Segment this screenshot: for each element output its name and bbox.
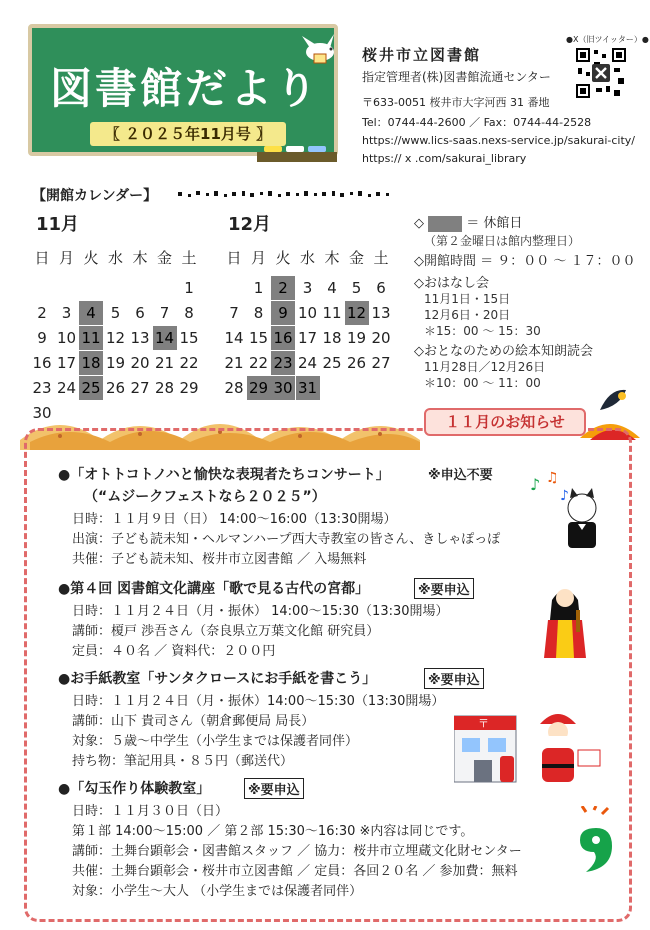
weekday-header: 日 — [226, 249, 242, 267]
calendar-day: 13 — [130, 329, 150, 347]
calendar-day: 28 — [154, 379, 175, 397]
calendar-day-closed: 9 — [271, 301, 295, 325]
calendar-day: 22 — [179, 354, 199, 372]
calendar-day: 23 — [32, 379, 52, 397]
calendar-day: 1 — [184, 279, 194, 297]
storytime-time: ＊15：00 ～ 15：30 — [424, 324, 541, 338]
website-link[interactable]: https://www.lics-saas.nexs-service.jp/sakurai-city/ — [362, 134, 636, 147]
dove-icon — [300, 32, 340, 66]
event-1-line-1: 日時：１１月９日（日） 14:00～16:00（13:30開場） — [72, 512, 397, 527]
calendar-day: 17 — [56, 354, 77, 372]
event-1-line-3: 共催：子ども読未知、桜井市立図書館 ／ 入場無料 — [72, 552, 367, 567]
calendar-day: 3 — [302, 279, 313, 297]
notice-tab: １１月のお知らせ — [424, 408, 586, 436]
svg-text:♪: ♪ — [530, 475, 541, 494]
weekday-header: 月 — [58, 249, 74, 267]
weekday-header: 月 — [250, 249, 266, 267]
chalk-icon — [308, 146, 326, 152]
calendar-day: 8 — [253, 304, 264, 322]
calendar-day-closed: 12 — [345, 301, 369, 325]
event-4-title: ●「勾玉作り体験教室」 — [58, 781, 211, 797]
calendar-day: 7 — [159, 304, 170, 322]
event-2-title: ●第４回 図書館文化講座「歌で見る古代の宮都」 — [58, 581, 370, 597]
calendar-day: 28 — [224, 379, 244, 397]
event-3-tag: ※要申込 — [424, 668, 484, 689]
event-4-tag: ※要申込 — [244, 778, 304, 799]
weekday-header: 火 — [83, 249, 99, 267]
calendar-day: 24 — [56, 379, 77, 397]
event-2-line-1: 日時：１１月２４日（月・振休） 14:00～15:30（13:30開場） — [72, 604, 449, 619]
calendar-day: 5 — [110, 304, 121, 322]
chalk-tray — [257, 152, 337, 162]
event-3-line-3: 対象：５歳～中学生（小学生までは保護者同伴） — [72, 734, 359, 749]
calendar-day: 10 — [56, 329, 77, 347]
event-4-line-1: 日時：１１月３０日（日） — [72, 804, 229, 819]
event-2-line-3: 定員：４０名 ／ 資料代：２００円 — [72, 644, 276, 659]
calendar-day: 25 — [322, 354, 342, 372]
calendar-day: 26 — [105, 379, 126, 397]
calendar-day: 26 — [346, 354, 367, 372]
chalk-icon — [264, 146, 282, 152]
qr-label: ●X（旧ツイッター）● — [566, 35, 649, 44]
calendar-day: 12 — [105, 329, 126, 347]
adult-reading-dates: 11月28日／12月26日 — [424, 360, 546, 374]
calendar-day: 19 — [105, 354, 126, 372]
legend-note: （第２金曜日は館内整理日） — [424, 234, 581, 248]
november-label: 11月 — [36, 214, 80, 235]
calendar-day-closed: 23 — [271, 351, 295, 375]
weekday-header: 木 — [132, 249, 148, 267]
weekday-header: 水 — [299, 249, 315, 267]
calendar-day: 20 — [130, 354, 150, 372]
weekday-header: 土 — [181, 249, 197, 267]
calendar-day-closed: 25 — [79, 376, 103, 400]
calendar-day: 15 — [248, 329, 269, 347]
december-calendar — [222, 246, 398, 396]
weekday-header: 土 — [373, 249, 389, 267]
sns-link[interactable]: https:// x .com/sakurai_library — [362, 152, 527, 165]
qr-code-icon[interactable] — [574, 46, 628, 100]
legend-text: ＝ 休館日 — [466, 216, 523, 231]
calendar-day: 21 — [224, 354, 244, 372]
library-name: 桜井市立図書館 — [362, 46, 482, 64]
calendar-day: 8 — [184, 304, 194, 322]
svg-text:♫: ♫ — [546, 470, 559, 486]
event-1-subtitle: （“ムジークフェストなら２０２５”） — [84, 489, 326, 505]
calendar-day-closed: 29 — [247, 376, 271, 400]
calendar-day: 1 — [253, 279, 264, 297]
calendar-day: 6 — [376, 279, 386, 297]
event-3-title: ●お手紙教室「サンタクロースにお手紙を書こう」 — [58, 671, 377, 687]
calendar-day: 27 — [130, 379, 150, 397]
event-1-line-2: 出演：子ども読未知・ヘルマンハープ西大寺教室の皆さん、きしゃぽっぽ — [72, 532, 501, 547]
calendar-day-closed: 2 — [271, 276, 295, 300]
calendar-day-closed: 11 — [79, 326, 103, 350]
calendar-day: 13 — [371, 304, 391, 322]
calendar-day: 27 — [371, 354, 391, 372]
magatama-icon — [572, 806, 618, 876]
calendar-day: 2 — [37, 304, 47, 322]
calendar-day: 9 — [37, 329, 47, 347]
weekday-header: 水 — [107, 249, 123, 267]
closed-swatch — [428, 216, 462, 232]
address: 〒633-0051 桜井市大字河西 31 番地 — [362, 96, 550, 109]
weekday-header: 日 — [34, 249, 50, 267]
weekday-header: 金 — [156, 249, 172, 267]
calendar-day: 30 — [32, 404, 52, 422]
december-label: 12月 — [228, 214, 272, 235]
opening-hours: ◇開館時間 ＝ ９：００ ～ １７：００ — [414, 254, 636, 269]
adult-reading-title: ◇おとなのための絵本知朗読会 — [414, 344, 593, 359]
cat-conductor-icon — [524, 470, 614, 550]
calendar-day: 24 — [297, 354, 318, 372]
svg-text:♪: ♪ — [560, 488, 569, 504]
calendar-day: 4 — [327, 279, 337, 297]
event-2-tag: ※要申込 — [414, 578, 474, 599]
calendar-day: 29 — [179, 379, 199, 397]
calendar-day-closed: 4 — [79, 301, 103, 325]
calendar-day: 7 — [229, 304, 239, 322]
event-4-line-2: 第１部 14:00～15:00 ／ 第２部 15:30～16:30 ※内容は同じです。 — [72, 824, 474, 839]
calendar-day: 16 — [32, 354, 52, 372]
event-1-title: ●「オトトコトノハと愉快な表現者たちコンサート」 — [58, 467, 390, 483]
event-2-line-2: 講師：榎戸 渉吾さん（奈良県立万葉文化館 研究員） — [72, 624, 380, 639]
event-3-line-4: 持ち物：筆記用具・８５円（郵送代） — [72, 754, 294, 769]
newsletter-title: 図書館だより — [50, 64, 321, 113]
calendar-day: 18 — [322, 329, 342, 347]
calendar-day: 10 — [297, 304, 318, 322]
calendar-day: 5 — [351, 279, 362, 297]
storytime-title: ◇おはなし会 — [414, 276, 489, 291]
event-1-tag: ※申込不要 — [428, 468, 493, 483]
chalk-icon — [286, 146, 304, 152]
calendar-day-closed: 31 — [296, 376, 320, 400]
weekday-header: 木 — [324, 249, 340, 267]
event-3-line-1: 日時：１１月２４日（月・振休）14:00～15:30（13:30開場） — [72, 694, 445, 709]
event-4-line-3: 講師：土舞台顕彰会・図書館スタッフ ／ 協力：桜井市立埋蔵文化財センター — [72, 844, 522, 859]
calendar-day-closed: 16 — [271, 326, 295, 350]
adult-reading-time: ＊10：00 ～ 11：00 — [424, 376, 541, 390]
leaf-icon — [596, 384, 636, 414]
calendar-day-closed: 18 — [79, 351, 103, 375]
calendar-day: 21 — [154, 354, 175, 372]
header-chalkboard — [28, 24, 338, 156]
calendar-day: 22 — [248, 354, 269, 372]
calendar-day: 20 — [371, 329, 391, 347]
calendar-day: 14 — [224, 329, 244, 347]
calendar-day: 15 — [179, 329, 199, 347]
event-4-line-5: 対象：小学生～大人 （小学生までは保護者同伴） — [72, 884, 363, 899]
calendar-day: 17 — [297, 329, 318, 347]
tel-fax: Tel：0744-44-2600 ／ Fax：0744-44-2528 — [362, 116, 592, 129]
weekday-header: 火 — [275, 249, 291, 267]
post-office-santa-icon — [454, 706, 610, 792]
calendar-day-closed: 14 — [153, 326, 177, 350]
calendar-day-closed: 30 — [271, 376, 295, 400]
calendar-heading: 【開館カレンダー】 — [32, 188, 158, 204]
ancient-lady-icon — [540, 580, 590, 658]
calendar-day: 3 — [61, 304, 72, 322]
storytime-date-1: 11月1日・15日 — [424, 292, 511, 306]
storytime-date-2: 12月6日・20日 — [424, 308, 511, 322]
weekday-header: 金 — [348, 249, 364, 267]
event-3-line-2: 講師：山下 貴司さん（朝倉郵便局 局長） — [72, 714, 315, 729]
legend-prefix: ◇ — [414, 216, 424, 231]
issue-label: 〖 ２０２５年11月号 〗 — [90, 122, 286, 146]
event-4-line-4: 共催：土舞台顕彰会・桜井市立図書館 ／ 定員：各回２０名 ／ 参加費：無料 — [72, 864, 518, 879]
decorative-dots — [178, 190, 398, 198]
manager-name: 指定管理者(株)図書館流通センター — [362, 70, 551, 84]
svg-text:〒: 〒 — [478, 717, 489, 730]
legend — [414, 212, 522, 232]
calendar-day: 11 — [322, 304, 342, 322]
calendar-day: 19 — [346, 329, 367, 347]
calendar-day: 6 — [135, 304, 145, 322]
